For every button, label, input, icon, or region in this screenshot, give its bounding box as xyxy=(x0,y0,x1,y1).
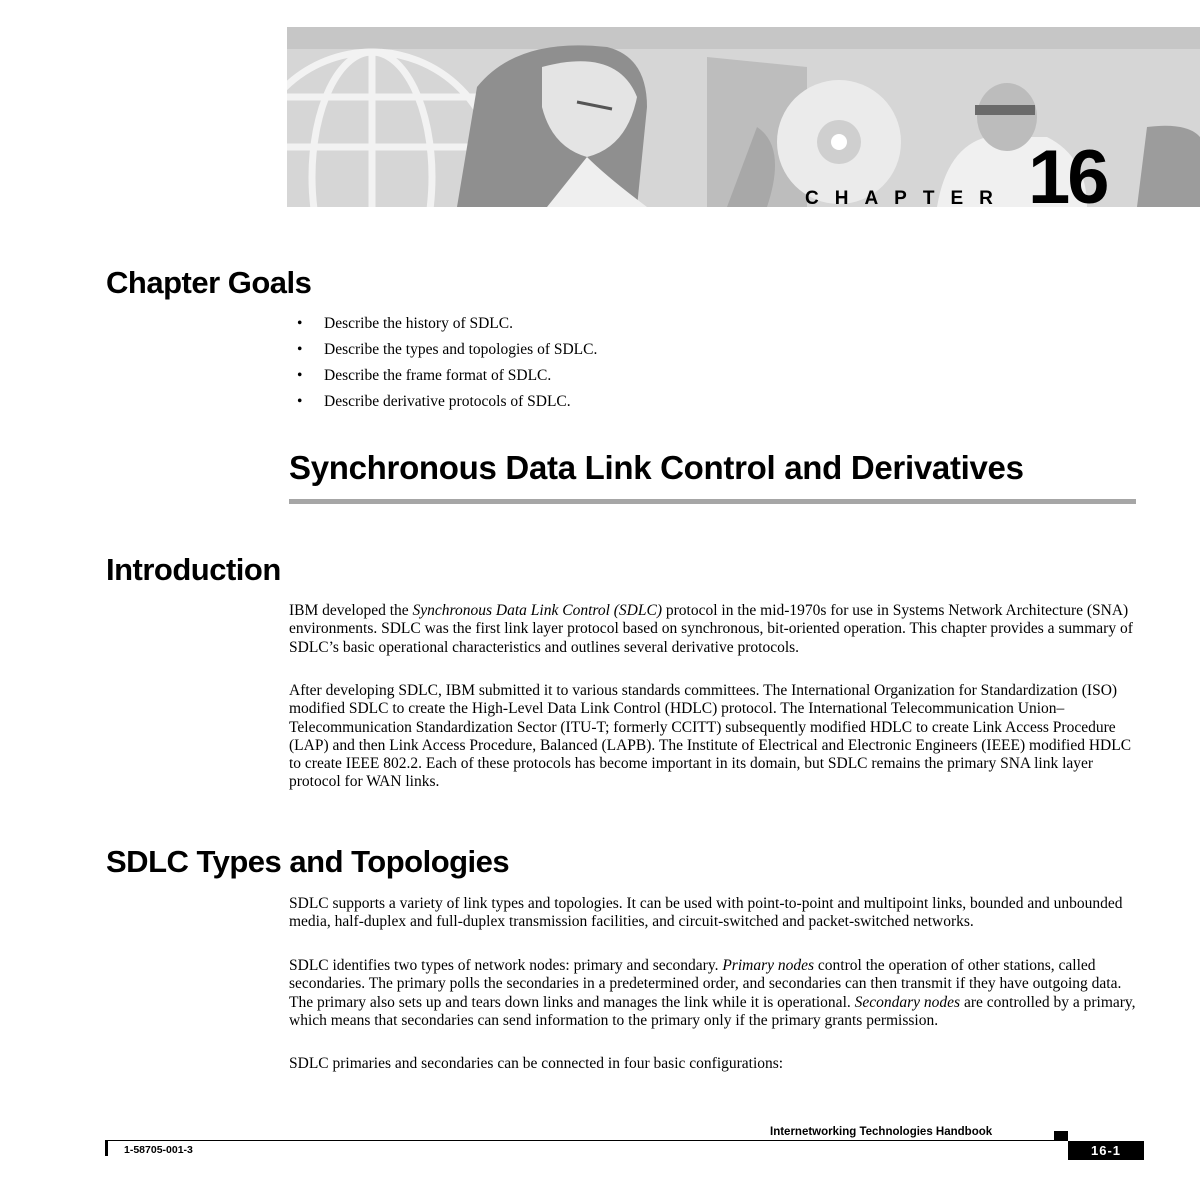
bullet-icon: • xyxy=(297,393,303,410)
list-item: • Describe the history of SDLC. xyxy=(297,315,513,332)
footer-book-title: Internetworking Technologies Handbook xyxy=(770,1126,993,1138)
chapter-goals-heading: Chapter Goals xyxy=(106,265,312,300)
bullet-icon: • xyxy=(297,341,303,358)
footer-rule xyxy=(105,1140,1068,1141)
bullet-icon: • xyxy=(297,367,303,384)
footer-tick xyxy=(105,1141,108,1156)
list-item: • Describe the types and topologies of SDLC. xyxy=(297,341,598,358)
page-number: 16-1 xyxy=(1068,1141,1144,1160)
page-title: Synchronous Data Link Control and Derivatives xyxy=(289,449,1024,486)
bullet-icon: • xyxy=(297,315,303,332)
introduction-paragraph-1: IBM developed the Synchronous Data Link Control (SDLC) protocol in the mid-1970s for use in Systems Network Architecture (SNA) environments. SDLC was the first link layer protocol based on synchronous, bit-oriented operation. This chapter provides a summary of SDLC’s basic operational characteristics and outlines several derivative protocols. xyxy=(289,602,1133,656)
chapter-number: 16 xyxy=(1028,135,1107,220)
introduction-paragraph-2: After developing SDLC, IBM submitted it to various standards committees. The International Organization for Standardization (ISO) modified SDLC to create the High-Level Data Link Control (HDLC) protocol. The International Telecommunication Union–Telecommunication Standardization Sector (ITU-T; formerly CCITT) subsequently modified HDLC to create Link Access Procedure (LAP) and then Link Access Procedure, Balanced (LAPB). The Institute of Electrical and Electronic Engineers (IEEE) modified HDLC to create IEEE 802.2. Each of these protocols has become important in its domain, but SDLC remains the primary SNA link layer protocol for WAN links. xyxy=(289,682,1132,791)
types-topologies-heading: SDLC Types and Topologies xyxy=(106,844,510,879)
types-paragraph-1: SDLC supports a variety of link types and topologies. It can be used with point-to-point and multipoint links, bounded and unbounded media, half-duplex and full-duplex transmission facilities, and circuit-switched and packet-switched networks. xyxy=(289,895,1123,931)
list-item: • Describe the frame format of SDLC. xyxy=(297,367,552,384)
chapter-goals-list xyxy=(297,314,597,418)
title-rule xyxy=(289,499,1136,504)
chapter-label: CHAPTER xyxy=(805,188,1009,209)
list-item: • Describe derivative protocols of SDLC. xyxy=(297,393,571,410)
footer-isbn: 1-58705-001-3 xyxy=(124,1144,193,1156)
types-paragraph-2: SDLC identifies two types of network nodes: primary and secondary. Primary nodes control the operation of other stations, called secondaries. The primary polls the secondaries in a predetermined order, and secondaries can then transmit if they have outgoing data. The primary also sets up and tears down links and manages the link while it is operational. Secondary nodes are controlled by a primary, which means that secondaries can send information to the primary only if the primary grants permission. xyxy=(289,957,1136,1029)
introduction-heading: Introduction xyxy=(106,552,281,587)
types-paragraph-3: SDLC primaries and secondaries can be connected in four basic configurations: xyxy=(289,1055,784,1072)
